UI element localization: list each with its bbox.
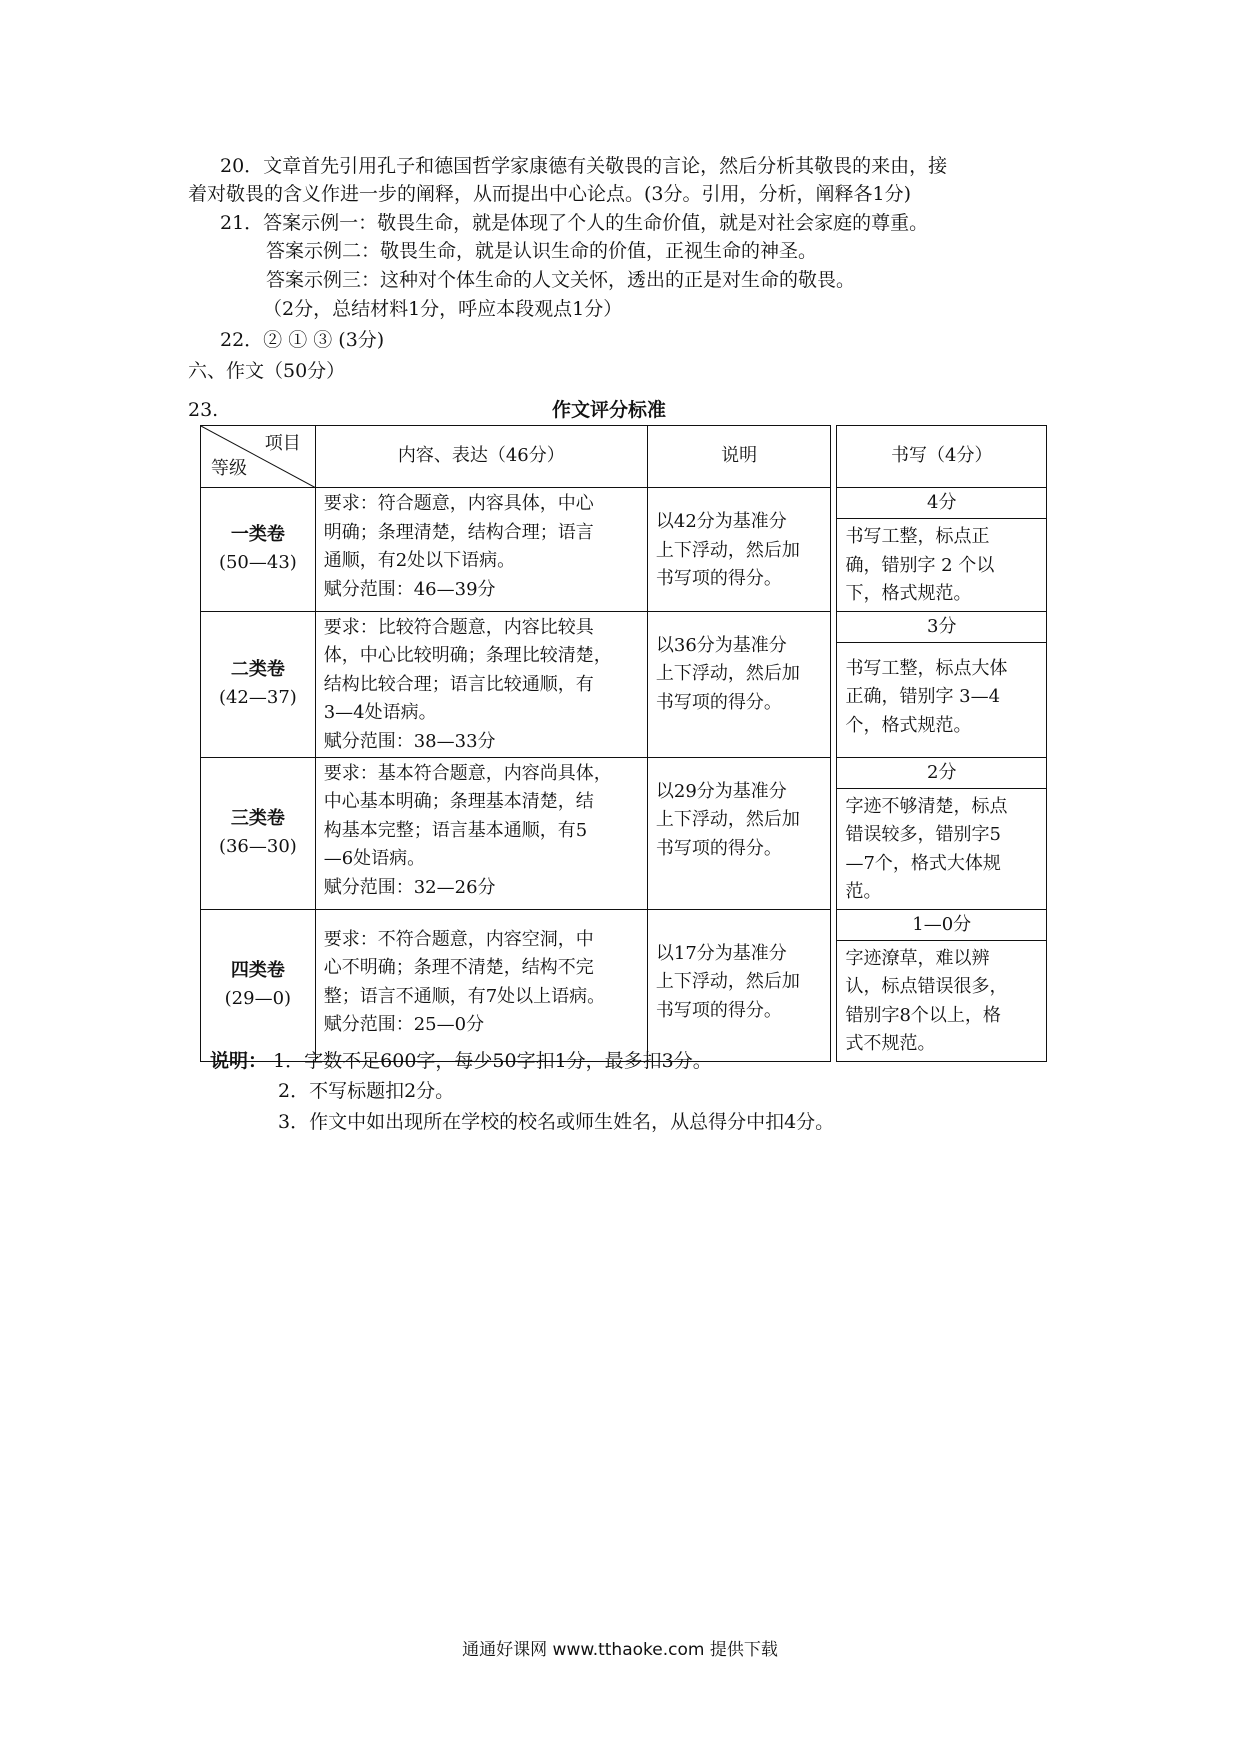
writing-desc-line: —7个，格式大体规 [845, 852, 1001, 874]
writing-cell [837, 757, 1047, 909]
grade-range: (42—37) [218, 687, 297, 708]
content-line: 要求：不符合题意，内容空洞，中 [323, 928, 594, 950]
writing-desc [837, 519, 1046, 611]
table-row [201, 611, 1047, 757]
table-row [201, 909, 1047, 1061]
writing-score: 4分 [837, 488, 1046, 519]
writing-desc [837, 789, 1046, 909]
desc-line: 以36分为基准分 [655, 634, 787, 656]
desc-line: 以42分为基准分 [655, 511, 787, 532]
note-3: 3．作文中如出现所在学校的校名或师生姓名，从总得分中扣4分。 [278, 1111, 835, 1133]
note-1: 1．字数不足600字，每少50字扣1分，最多扣3分。 [273, 1050, 712, 1072]
writing-desc [837, 941, 1046, 1061]
desc-cell [647, 757, 831, 909]
content-line: 要求：基本符合题意，内容尚具体， [323, 762, 612, 784]
grade-cell [201, 909, 316, 1061]
writing-cell [837, 909, 1047, 1061]
grade-cell [201, 757, 316, 909]
header-grade-label: 等级 [211, 457, 247, 479]
grade-range: (29—0) [224, 988, 292, 1009]
answer-q21-line3: 答案示例三：这种对个体生命的人文关怀，透出的正是对生命的敬畏。 [266, 269, 856, 291]
desc-line: 上下浮动，然后加 [655, 809, 800, 830]
answer-q21-line1: 21．答案示例一：敬畏生命，就是体现了个人的生命价值，就是对社会家庭的尊重。 [220, 212, 929, 234]
content-cell [315, 611, 647, 757]
desc-cell [647, 488, 831, 612]
writing-desc-line: 正确，错别字 3—4 [845, 686, 1001, 707]
writing-cell [837, 611, 1047, 757]
writing-score: 2分 [837, 758, 1046, 789]
desc-line: 上下浮动，然后加 [655, 539, 800, 561]
content-line: 结构比较合理；语言比较通顺，有 [323, 673, 594, 695]
content-line: 体，中心比较明确；条理比较清楚， [323, 645, 612, 666]
desc-line: 上下浮动，然后加 [655, 663, 800, 684]
content-line: 赋分范围：25—0分 [323, 1014, 485, 1035]
desc-line: 书写项的得分。 [655, 568, 782, 589]
writing-desc-line: 错误较多，错别字5 [845, 824, 1001, 845]
grade-name: 二类卷 [230, 658, 285, 680]
content-line: 构基本完整；语言基本通顺，有5 [323, 819, 588, 841]
writing-desc-line: 认，标点错误很多， [845, 976, 1008, 997]
writing-desc-line: 书写工整，标点大体 [845, 657, 1008, 679]
grade-range: (50—43) [218, 552, 297, 574]
answer-q20-line1: 20．文章首先引用孔子和德国哲学家康德有关敬畏的言论，然后分析其敬畏的来由，接 [220, 155, 948, 177]
note-2: 2．不写标题扣2分。 [278, 1080, 455, 1102]
notes-line-1 [210, 1047, 712, 1075]
header-desc: 说明 [647, 426, 831, 488]
desc-line: 以17分为基准分 [655, 942, 787, 964]
table-row [201, 488, 1047, 612]
content-line: 赋分范围：46—39分 [323, 578, 496, 600]
writing-desc-line: 错别字8个以上，格 [845, 1004, 1001, 1026]
desc-line: 以29分为基准分 [655, 780, 787, 802]
notes-label: 说明： [210, 1050, 268, 1072]
writing-desc-line: 个，格式规范。 [845, 714, 972, 736]
grade-cell [201, 488, 316, 612]
desc-line: 书写项的得分。 [655, 999, 782, 1021]
diagonal-header-cell [201, 426, 316, 488]
answer-q20-line2: 着对敬畏的含义作进一步的阐释，从而提出中心论点。(3分。引用，分析，阐释各1分) [188, 183, 912, 205]
writing-desc-line: 确，错别字 2 个以 [845, 554, 995, 576]
writing-score: 1—0分 [837, 910, 1046, 941]
writing-desc-line: 范。 [845, 881, 882, 902]
writing-score: 3分 [837, 612, 1046, 643]
content-cell [315, 488, 647, 612]
writing-desc-line: 下，格式规范。 [845, 583, 972, 604]
answer-q21-note: （2分，总结材料1分，呼应本段观点1分） [263, 298, 623, 320]
content-line: 赋分范围：38—33分 [323, 730, 496, 752]
page-footer: 通通好课网 www.tthaoke.com 提供下载 [462, 1640, 778, 1660]
content-line: 整；语言不通顺，有7处以上语病。 [323, 985, 606, 1007]
content-line: 中心基本明确；条理基本清楚，结 [323, 791, 594, 812]
content-line: 要求：符合题意，内容具体，中心 [323, 493, 594, 514]
section-title: 六、作文（50分） [188, 360, 346, 382]
content-line: 明确；条理清楚，结构合理；语言 [323, 521, 594, 543]
content-line: 要求：比较符合题意，内容比较具 [323, 616, 594, 638]
writing-cell [837, 488, 1047, 612]
grade-cell [201, 611, 316, 757]
grade-range: (36—30) [218, 836, 297, 857]
scoring-table [200, 425, 1047, 1062]
writing-desc-line: 书写工整，标点正 [845, 526, 990, 547]
q23-label: 23. [188, 399, 219, 421]
content-line: —6处语病。 [323, 848, 426, 869]
table-row [201, 757, 1047, 909]
content-line: 通顺，有2处以下语病。 [323, 550, 516, 571]
grade-name: 一类卷 [230, 523, 285, 545]
answer-q22: 22．② ① ③ (3分) [220, 329, 385, 351]
desc-cell [647, 611, 831, 757]
content-line: 赋分范围：32—26分 [323, 876, 496, 898]
grade-name: 四类卷 [230, 959, 285, 981]
table-title: 作文评分标准 [552, 399, 667, 421]
desc-line: 书写项的得分。 [655, 691, 782, 713]
writing-desc-line: 字迹不够清楚，标点 [845, 795, 1008, 817]
content-line: 心不明确；条理不清楚，结构不完 [323, 957, 594, 978]
header-content: 内容、表达（46分） [315, 426, 647, 488]
writing-desc-line: 字迹潦草，难以辨 [845, 947, 990, 969]
header-item-label: 项目 [264, 433, 301, 454]
content-line: 3—4处语病。 [323, 702, 437, 723]
content-cell [315, 757, 647, 909]
content-cell [315, 909, 647, 1061]
header-writing: 书写（4分） [837, 426, 1047, 488]
writing-desc-line: 式不规范。 [845, 1033, 936, 1054]
writing-desc [837, 643, 1046, 743]
answer-q21-line2: 答案示例二：敬畏生命，就是认识生命的价值，正视生命的神圣。 [266, 240, 818, 262]
grade-name: 三类卷 [230, 807, 285, 829]
desc-line: 书写项的得分。 [655, 837, 782, 859]
desc-cell [647, 909, 831, 1061]
desc-line: 上下浮动，然后加 [655, 971, 800, 992]
table-header-row [201, 426, 1047, 488]
